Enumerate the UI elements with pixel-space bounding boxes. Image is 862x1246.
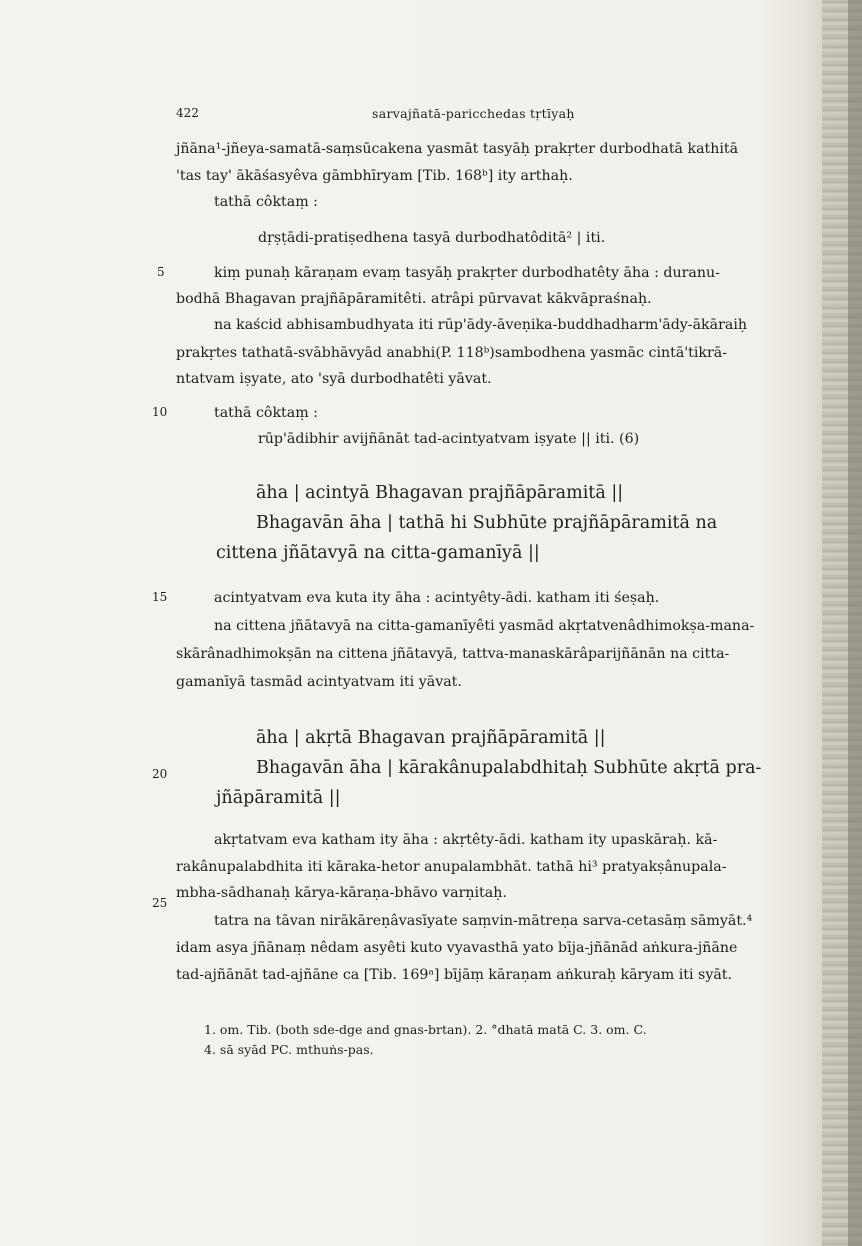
text-line: ntatvam iṣyate, ato 'syā durbodhatêti yāvat. bbox=[176, 371, 492, 387]
text-line: bodhā Bhagavan prajñāpāramitêti. atrâpi pūrvavat kākvāpraśnaḥ. bbox=[176, 291, 652, 307]
text-line: jñāna¹-jñeya-samatā-saṃsūcakena yasmāt tasyāḥ prakṛter durbodhatā kathitā bbox=[176, 141, 739, 157]
text-line: idam asya jñānaṃ nêdam asyêti kuto vyavasthā yato bīja-jñānād aṅkura-jñāne bbox=[176, 940, 738, 956]
text-line: na cittena jñātavyā na citta-gamanīyêti yasmād akṛtatvenâdhimokṣa-mana- bbox=[214, 618, 755, 634]
text-line: gamanīyā tasmād acintyatvam iti yāvat. bbox=[176, 674, 462, 690]
text-line: tad-ajñānāt tad-ajñāne ca [Tib. 169ᵃ] bījāṃ kāraṇam aṅkuraḥ kāryam iti syāt. bbox=[176, 967, 733, 983]
footnote-line: 1. om. Tib. (both sde-dge and gnas-brtan). 2. °dhatā matā C. 3. om. C. bbox=[204, 1022, 647, 1037]
text-line: 'tas tay' ākāśasyêva gāmbhīryam [Tib. 168ᵇ] ity arthaḥ. bbox=[176, 168, 573, 184]
text-line: kiṃ punaḥ kāraṇam evaṃ tasyāḥ prakṛter durbodhatêty āha : duranu- bbox=[214, 265, 720, 281]
text-line: tatra na tāvan nirākāreṇâvasīyate saṃvin-mātreṇa sarva-cetasāṃ sāmyāt.⁴ bbox=[214, 913, 753, 929]
text-line: na kaścid abhisambudhyata iti rūp'ādy-āveṇika-buddhadharm'ādy-ākāraiḥ bbox=[214, 317, 748, 333]
verse-line: jñāpāramitā || bbox=[216, 788, 341, 808]
line-number-15: 15 bbox=[152, 590, 168, 604]
text-line: prakṛtes tathatā-svābhāvyād anabhi(P. 118ᵇ)sambodhena yasmāc cintā'tikrā- bbox=[176, 345, 728, 361]
line-number-10: 10 bbox=[152, 405, 168, 419]
page-edge-dark bbox=[848, 0, 862, 1246]
text-line: mbha-sādhanaḥ kārya-kāraṇa-bhāvo varṇitaḥ. bbox=[176, 885, 507, 901]
text-line: acintyatvam eva kuta ity āha : acintyêty-ādi. katham iti śeṣaḥ. bbox=[214, 590, 660, 606]
running-title: sarvajñatā-paricchedas tṛtīyaḥ bbox=[372, 106, 575, 121]
verse-line: Bhagavān āha | tathā hi Subhūte prajñāpāramitā na bbox=[256, 513, 718, 533]
footnote-line: 4. sā syād PC. mthuṅs-pas. bbox=[204, 1042, 374, 1057]
verse-line: cittena jñātavyā na citta-gamanīyā || bbox=[216, 543, 540, 563]
text-line: tathā côktaṃ : bbox=[214, 405, 318, 421]
verse-line: Bhagavān āha | kārakânupalabdhitaḥ Subhūte akṛtā pra- bbox=[256, 758, 762, 778]
verse-line: āha | acintyā Bhagavan prajñāpāramitā || bbox=[256, 483, 624, 503]
text-line: dṛṣṭādi-pratiṣedhena tasyā durbodhatôditā² | iti. bbox=[258, 230, 606, 246]
line-number-20: 20 bbox=[152, 767, 168, 781]
page-number: 422 bbox=[176, 106, 199, 120]
text-line: skārânadhimokṣān na cittena jñātavyā, tattva-manaskārâparijñānān na citta- bbox=[176, 646, 730, 662]
text-line: akṛtatvam eva katham ity āha : akṛtêty-ādi. katham ity upaskāraḥ. kā- bbox=[214, 832, 718, 848]
line-number-5: 5 bbox=[157, 265, 165, 279]
verse-line: āha | akṛtā Bhagavan prajñāpāramitā || bbox=[256, 728, 606, 748]
text-line: rakânupalabdhita iti kāraka-hetor anupalambhāt. tathā hi³ pratyakṣânupala- bbox=[176, 859, 727, 875]
text-line: tathā côktaṃ : bbox=[214, 194, 318, 210]
text-line: rūp'ādibhir avijñānāt tad-acintyatvam iṣyate || iti. (6) bbox=[258, 431, 640, 447]
line-number-25: 25 bbox=[152, 896, 168, 910]
